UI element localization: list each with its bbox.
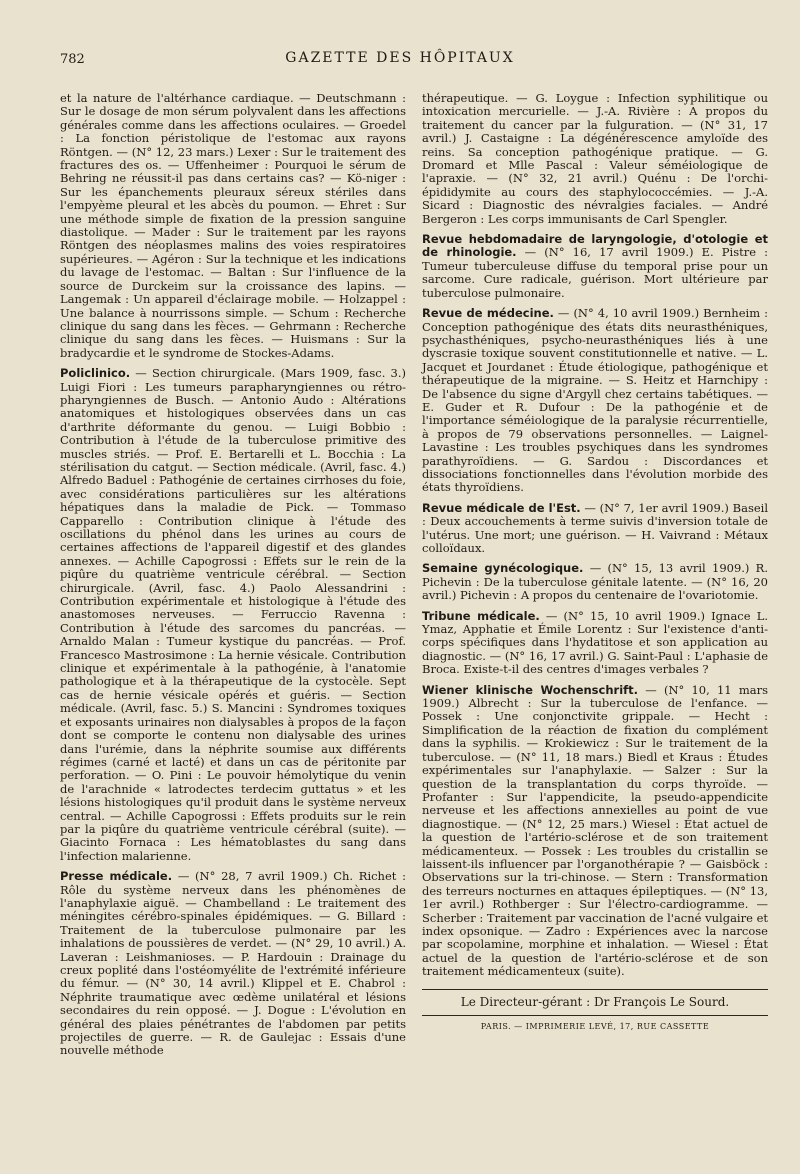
entry-text: — (N° 15, 10 avril 1909.) Ignace L. Ymaz, Apphatie et Émile Lorentz : Sur l'existence d'anti-corps spécifiques dans l'hydatitose et son application au diagnostic. — (N° 16, 17 avril.) G. Saint-Paul : L'aphasie de Broca. Existe-t-il des centres d'images verbales ? <box>422 608 768 677</box>
journal-title: Revue hebdomadaire de laryngologie, d'otologie et de rhinologie. <box>422 232 768 260</box>
entry-text: — (N° 10, 11 mars 1909.) Albrecht : Sur la tuberculose de l'enfance. — Possek : Une conjonctivite grippale. — Hecht : Simplification de la réaction de fixation du complément dans la syphilis. — Krokiewicz : Sur le traitement de la tuberculose. — (N° 11, 18 mars.) Biedl et Kraus : Études expérimentales sur l'anaphylaxie. — Salzer : Sur la question de la transplantation du corps thyroïde. — Profanter : Sur l'appendicite, la pseudo-appendicite nerveuse et les affections annexielles au point de vue diagnostique. — (N° 12, 25 mars.) Wiesel : État actuel de la question de l'artério-sclérose et de son traitement médicamenteux. — Possek : Les troubles du cristallin se laissent-ils influencer par l'organothérapie ? — Gaisböck : Observations sur la tri-chinose. — Stern : Transformation des terreurs nocturnes en attaques épileptiques. — (N° 13, 1er avril.) Rothberger : Sur l'électro-cardiogramme. — Scherber : Traitement par vaccination de l'acné vulgaire et index opsonique. — Zadro : Expériences avec la narcose par scopolamine, morphine et inhalation. — Wiesel : État actuel de la question de l'artério-sclérose et de son traitement médicamenteux (suite). <box>422 682 768 979</box>
journal-title: Wiener klinische Wochenschrift. <box>422 682 639 697</box>
entry-text: — Section chirurgicale. (Mars 1909, fasc. 3.) Luigi Fiori : Les tumeurs parapharyngiennes ou rétro-pharyngiennes de Busch. — Antonio Audo : Altérations anatomiques et histologiques observées dans un cas d'arthrite déformante du genou. — Luigi Bobbio : Contribution à l'étude de la tuberculose primitive des muscles striés. — Prof. E. Bertarelli et L. Bocchia : La stérilisation du catgut. — Section médicale. (Avril, fasc. 4.) Alfredo Baduel : Pathogénie de certaines cirrhoses du foie, avec considérations particulières sur les altérations hépatiques dans la maladie de Pick. — Tommaso Capparello : Contribution clinique à l'étude des oscillations du phénol dans les urines au cours de certaines affections de l'appareil digestif et des glandes annexes. — Achille Capogrossi : Effets sur le rein de la piqûre du quatrième ventricule cérébral. — Section chirurgicale. (Avril, fasc. 4.) Paolo Alessandrini : Contribution expérimentale et histologique à l'étude des anastomoses nerveuses. — Ferruccio Ravenna : Contribution à l'étude des sarcomes du pancréas. — Arnaldo Malan : Tumeur kystique du pancréas. — Prof. Francesco Mastrosimone : La hernie vésicale. Contribution clinique et expérimentale à la pathogénie, à l'anatomie pathologique et à la thérapeutique de la cystocèle. Sept cas de hernie vésicale opérés et guéris. — Section médicale. (Avril, fasc. 5.) S. Mancini : Syndromes toxiques et exposants urinaires non dialysables à propos de la façon dont se comporte le contenu non dialysable des urines dans l'urémie, dans la néphrite soumise aux différents régimes (carné et lacté) et dans un cas de péritonite par perforation. — O. Pini : Le pouvoir hémolytique du venin de l'arachnide « latrodectes terdecim guttatus » et les lésions histologiques qu'il produit dans le système nerveux central. — Achille Capogrossi : Effets produits sur le rein par la piqûre du quatrième ventricule cérébral (suite). — Giacinto Fornaca : Les hématoblastes du sang dans l'infection malarienne. <box>60 366 406 863</box>
right-column <box>422 92 768 1033</box>
abstract-entry <box>60 367 406 863</box>
entry-text: — (N° 16, 17 avril 1909.) E. Pistre : Tumeur tuberculeuse diffuse du temporal prise pour un sarcome. Cure radicale, guérison. Mort ultérieure par tuberculose pulmonaire. <box>422 245 769 300</box>
abstract-entry <box>422 92 768 226</box>
abstract-entry <box>422 610 768 677</box>
journal-title: Policlinico. <box>60 366 131 381</box>
journal-title: Revue de médecine. <box>422 306 554 321</box>
entry-text: thérapeutique. — G. Loygue : Infection syphilitique ou intoxication mercurielle. — J.-A. Rivière : A propos du traitement du cancer par la fulguration. — (N° 31, 17 avril.) J. Castaigne : La dégénérescence amyloïde des reins. Sa conception pathogénique pratique. — G. Dromard et Mlle Pascal : Valeur séméiologique de l'apraxie. — (N° 32, 21 avril.) Quénu : De l'orchi-épididymite au cours des staphylococcémies. — J.-A. Sicard : Diagnostic des névralgies faciales. — André Bergeron : Les corps immunisants de Carl Spengler. <box>422 91 768 226</box>
entry-text: — (N° 4, 10 avril 1909.) Bernheim : Conception pathogénique des états dits neurasthéniques, psychasthéniques, psycho-neurasthéniques liés à une dyscrasie toxique souvent constitutionnelle et native. — L. Jacquet et Jourdanet : Étude étiologique, pathogénique et thérapeutique de la migraine. — S. Heitz et Harnchipy : De l'absence du signe d'Argyll chez certains tabétiques. — E. Guder et R. Dufour : De la pathogénie et de l'importance séméiologique de la paralysie récurrentielle, à propos de 79 observations personnelles. — Laignel-Lavastine : Les troubles psychiques dans les syndromes parathyroïdiens. — G. Sardou : Discordances et dissociations fonctionnelles dans l'évolution morbide des états thyroïdiens. <box>422 306 769 495</box>
entry-text: et la nature de l'altérhance cardiaque. — Deutschmann : Sur le dosage de mon sérum polyvalent dans les affections générales comme dans les affections oculaires. — Groedel : La fonction péristolique de l'estomac aux rayons Röntgen. — (N° 12, 23 mars.) Lexer : Sur le traitement des fractures des os. — Uffenheimer : Pourquoi le sérum de Behring ne réussit-il pas dans certains cas? — Kö-niger : Sur les épanchements pleuraux séreux stériles dans l'empyème pleural et les abcès du poumon. — Ehret : Sur une méthode simple de fixation de la pression sanguine diastolique. — Mader : Sur le traitement par les rayons Röntgen des néoplasmes malins des voies respiratoires supérieures. — Agéron : Sur la technique et les indications du lavage de l'estomac. — Baltan : Sur l'influence de la source de Durckeim sur la croissance des lapins. — Langemak : Un appareil d'éclairage mobile. — Holzappel : Une balance à nourrissons simple. — Schum : Recherche clinique du sang dans les fèces. — Gehrmann : Recherche clinique du sang dans les fèces. — Huismans : Sur la bradycardie et le syndrome de Stockes-Adams. <box>60 91 406 360</box>
left-column <box>60 92 406 1065</box>
journal-title: Presse médicale. <box>60 869 173 884</box>
printer-imprint: PARIS. — IMPRIMERIE LEVÉ, 17, RUE CASSETTE <box>480 1022 710 1031</box>
entry-text: — (N° 28, 7 avril 1909.) Ch. Richet : Rôle du système nerveux dans les phénomènes de l'anaphylaxie aiguë. — Chambelland : Le traitement des méningites cérébro-spinales épidémiques. — G. Billard : Traitement de la tuberculose pulmonaire par les inhalations de poussières de verdet. — (N° 29, 10 avril.) A. Laveran : Leishmanioses. — P. Hardouin : Drainage du creux poplité dans l'ostéomyélite de l'extrémité inférieure du fémur. — (N° 30, 14 avril.) Klippel et E. Chabrol : Néphrite traumatique avec œdème unilatéral et lésions secondaires du rein opposé. — J. Dogue : L'évolution en général des plaies pénétrantes de l'abdomen par petits projectiles de guerre. — R. de Gaulejac : Essais d'une nouvelle méthode <box>60 869 406 1058</box>
abstract-entry <box>422 562 768 602</box>
abstract-entry <box>60 92 406 360</box>
journal-title: Revue médicale de l'Est. <box>422 500 581 515</box>
running-title: GAZETTE DES HÔPITAUX <box>285 50 515 66</box>
abstract-entry <box>422 233 768 300</box>
entry-text: — (N° 15, 13 avril 1909.) R. Pichevin : De la tuberculose génitale latente. — (N° 16, 20 avril.) Pichevin : A propos du centenaire de l'ovariotomie. <box>422 561 768 603</box>
journal-title: Semaine gynécologique. <box>422 561 584 576</box>
footer-rule <box>422 1015 768 1016</box>
abstract-entry <box>422 502 768 556</box>
footer-rule <box>422 989 768 990</box>
journal-title: Tribune médicale. <box>422 608 540 623</box>
abstract-entry <box>422 684 768 979</box>
abstract-entry <box>422 307 768 495</box>
entry-text: — (N° 7, 1er avril 1909.) Baseil : Deux accouchements à terme suivis d'inversion totale de l'utérus. Une mort; une guérison. — H. Vaivrand : Métaux colloïdaux. <box>422 500 769 555</box>
managing-editor: Le Directeur-gérant : Dr François Le Sourd. <box>460 994 730 1009</box>
page-number: 782 <box>60 52 85 67</box>
abstract-entry <box>60 870 406 1058</box>
